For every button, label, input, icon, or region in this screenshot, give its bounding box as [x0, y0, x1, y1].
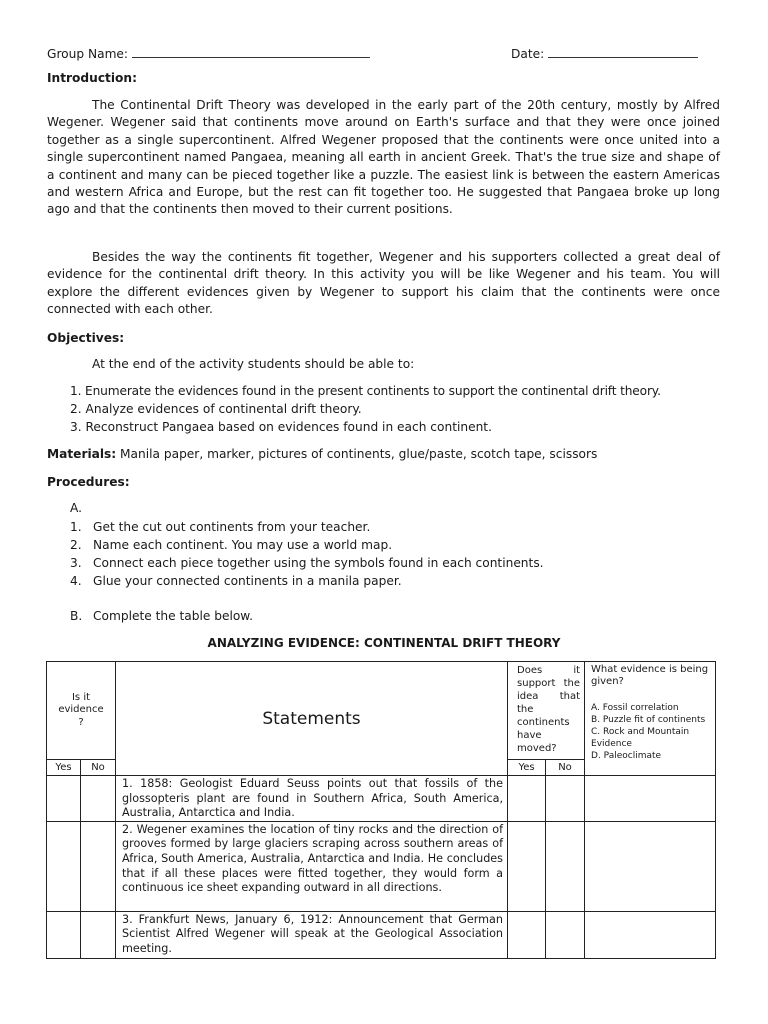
statement-cell: 3. Frankfurt News, January 6, 1912: Announcement that German Scientist Alfred Wegener will speak at the Geological Association meeting. [116, 911, 508, 958]
procedure-b-label: B. [70, 609, 83, 623]
statement-cell: 2. Wegener examines the location of tiny rocks and the direction of grooves formed by large glaciers scraping across southern areas of Africa, South America, Australia, Antarctica and India. He concludes that if all these places were fitted together, they would form a continuous ice sheet expanding outward in all directions. [116, 821, 508, 911]
yes-cell[interactable] [47, 776, 81, 822]
procedure-num: 2. [70, 538, 82, 552]
group-name-label: Group Name: [47, 47, 129, 61]
support-no-cell[interactable] [546, 821, 585, 911]
yes-cell[interactable] [47, 821, 81, 911]
support-yes-cell[interactable] [508, 821, 546, 911]
evidence-option: B. Puzzle fit of continents [591, 715, 706, 725]
procedure-step: Glue your connected continents in a manila paper. [93, 574, 402, 588]
support-no-cell[interactable] [546, 776, 585, 822]
procedure-step: Name each continent. You may use a world map. [93, 538, 393, 552]
evidence-table [46, 661, 716, 959]
group-name-row [47, 45, 370, 61]
materials-row [47, 447, 597, 461]
intro-paragraph-2: Besides the way the continents fit together, Wegener and his supporters collected a great deal of evidence for the continental drift theory. In this activity you will be like Wegener and his team. You will explore the different evidences given by Wegener to support his claim that the continents were once connected with each other. [47, 250, 720, 317]
procedure-num: 3. [70, 556, 82, 570]
materials-text: Manila paper, marker, pictures of continents, glue/paste, scotch tape, scissors [120, 447, 598, 461]
evidence-type-cell[interactable] [585, 776, 716, 822]
date-label: Date: [511, 47, 545, 61]
procedure-step: Connect each piece together using the symbols found in each continents. [93, 556, 544, 570]
table-row [47, 776, 716, 822]
support-no-cell[interactable] [546, 911, 585, 958]
objective-item-3: 3. Reconstruct Pangaea based on evidences found in each continent. [70, 420, 492, 434]
objective-item-2: 2. Analyze evidences of continental drift theory. [70, 402, 362, 416]
evidence-option: A. Fossil correlation [591, 703, 679, 713]
objectives-lead: At the end of the activity students should be able to: [92, 357, 415, 371]
evidence-options [591, 702, 711, 762]
date-field[interactable] [548, 45, 698, 58]
objectives-heading: Objectives: [47, 331, 125, 345]
procedure-a-label: A. [70, 501, 82, 515]
is-evidence-header: Is it evidence ? [47, 662, 116, 760]
no-cell[interactable] [81, 776, 116, 822]
statements-header: Statements [116, 662, 508, 776]
evidence-type-cell[interactable] [585, 911, 716, 958]
no-cell[interactable] [81, 821, 116, 911]
support-yes-cell[interactable] [508, 911, 546, 958]
statement-cell: 1. 1858: Geologist Eduard Seuss points out that fossils of the glossopteris plant are found in Southern Africa, South America, Australia, Antarctica and India. [116, 776, 508, 822]
table-row [47, 911, 716, 958]
evidence-option: D. Paleoclimate [591, 751, 662, 761]
evidence-option: C. Rock and Mountain Evidence [591, 727, 690, 749]
procedure-b-text: Complete the table below. [93, 609, 254, 623]
intro-paragraph-1: The Continental Drift Theory was developed in the early part of the 20th century, mostly by Alfred Wegener. Wegener said that continents move around on Earth's surface and that they were once joined together as a single supercontinent. Alfred Wegener proposed that the continents were once united into a single supercontinent named Pangaea, meaning all earth in ancient Greek. That's the true size and shape of a continent and many can be pieced together like a puzzle. The easiest link is between the eastern Americas and western Africa and Europe, but the rest can fit together too. He suggested that Pangaea broke up long ago and that the continents then moved to their current positions. [47, 98, 720, 217]
procedure-num: 1. [70, 520, 82, 534]
group-name-field[interactable] [132, 45, 370, 58]
yes-header: Yes [508, 760, 546, 776]
evidence-type-header [585, 662, 716, 776]
yes-header: Yes [47, 760, 81, 776]
no-cell[interactable] [81, 911, 116, 958]
procedures-heading: Procedures: [47, 475, 130, 489]
no-header: No [81, 760, 116, 776]
yes-cell[interactable] [47, 911, 81, 958]
support-header: Does it support the idea that the continents have moved? [508, 662, 585, 760]
date-row [511, 45, 698, 61]
procedure-num: 4. [70, 574, 82, 588]
table-row [47, 821, 716, 911]
introduction-heading: Introduction: [47, 71, 137, 85]
evidence-type-cell[interactable] [585, 821, 716, 911]
support-yes-cell[interactable] [508, 776, 546, 822]
evidence-type-question: What evidence is being given? [591, 664, 709, 687]
materials-heading: Materials: [47, 447, 117, 461]
no-header: No [546, 760, 585, 776]
procedure-step: Get the cut out continents from your teacher. [93, 520, 371, 534]
objective-item-1: 1. Enumerate the evidences found in the present continents to support the continental drift theory. [70, 384, 661, 398]
table-title: ANALYZING EVIDENCE: CONTINENTAL DRIFT THEORY [207, 636, 561, 650]
